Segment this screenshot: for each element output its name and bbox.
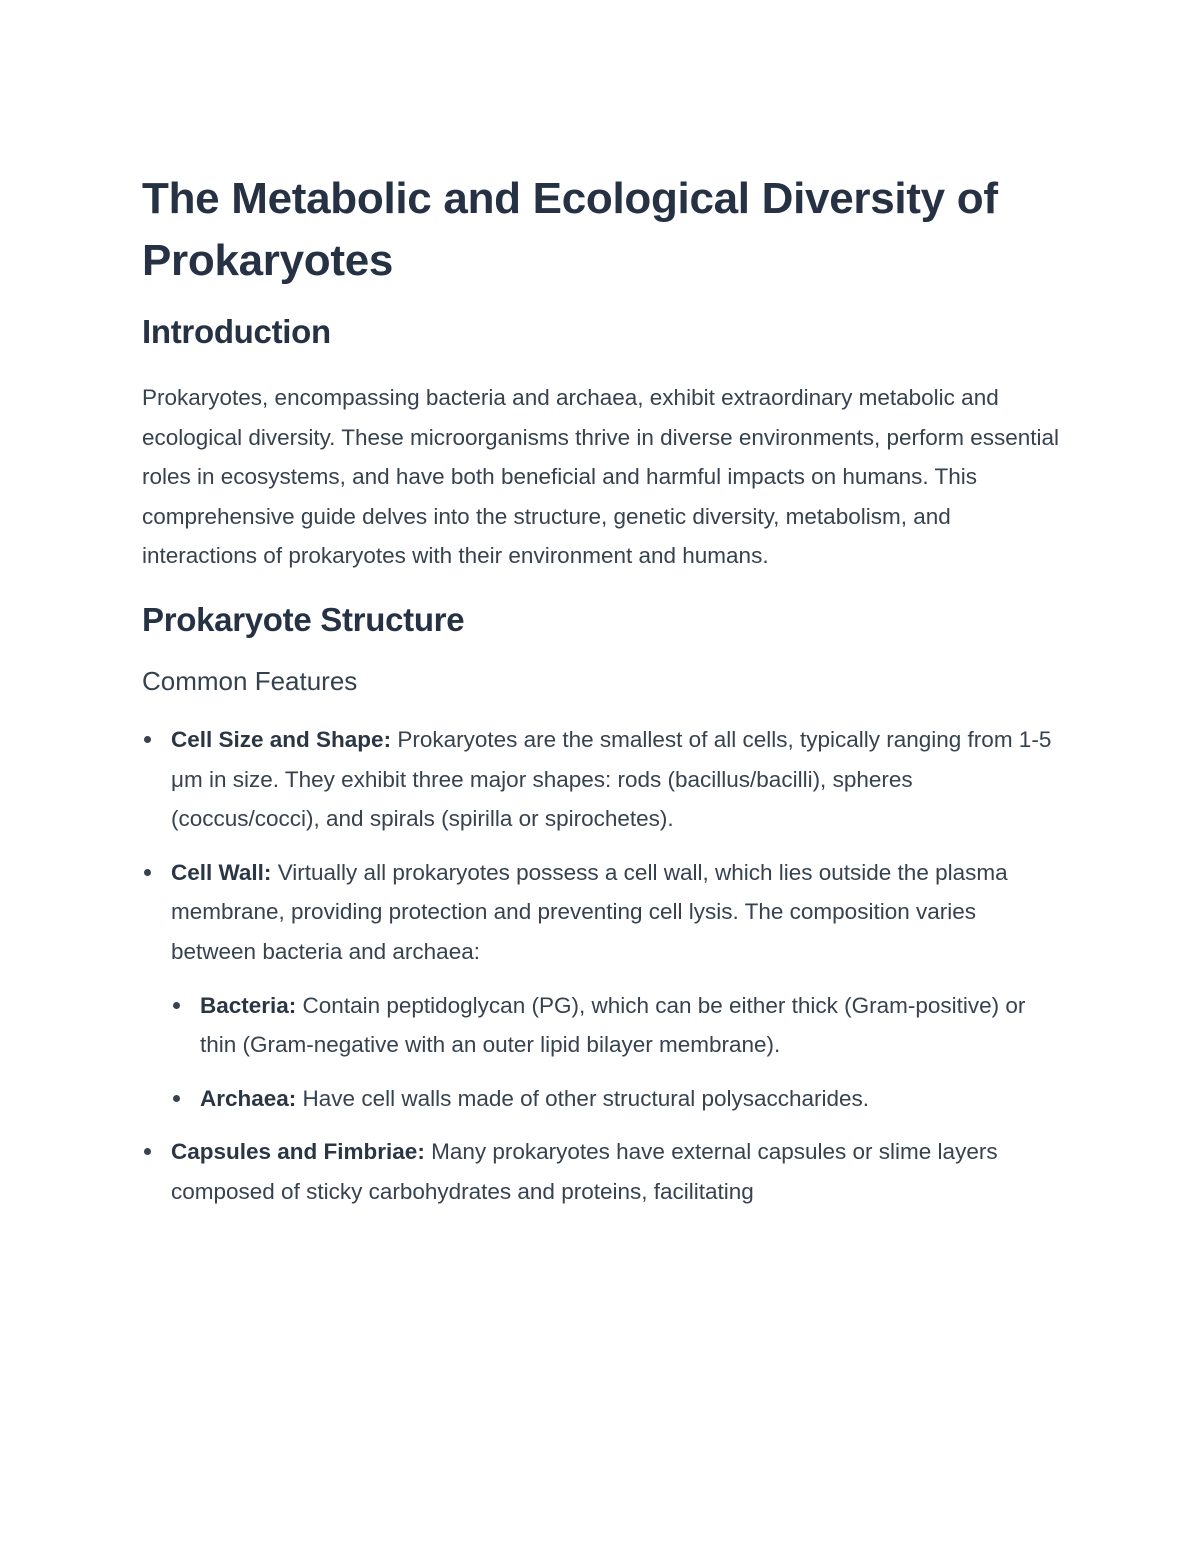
list-item-text: Have cell walls made of other structural polysaccharides. [296, 1085, 870, 1111]
bullet-icon [144, 869, 151, 876]
list-item-capsules-fimbriae [142, 1132, 1062, 1211]
cell-wall-sublist [171, 986, 1062, 1119]
list-item-term: Cell Size and Shape: [171, 726, 392, 752]
bullet-icon [173, 1002, 180, 1009]
list-item-text: Contain peptidoglycan (PG), which can be either thick (Gram-positive) or thin (Gram-negative with an outer lipid bilayer membrane). [200, 992, 1026, 1058]
sublist-item-bacteria [171, 986, 1062, 1065]
list-item-text: Many prokaryotes have external capsules or slime layers composed of sticky carbohydrates and proteins, facilitating [171, 1139, 998, 1204]
list-item-term: Capsules and Fimbriae: [171, 1139, 425, 1165]
subsection-heading-common-features: Common Features [142, 665, 358, 696]
bullet-icon [144, 736, 151, 743]
document-page [142, 168, 1062, 1226]
section-heading-introduction: Introduction [142, 313, 331, 350]
list-item-term: Bacteria: [200, 992, 297, 1018]
sublist-item-archaea [171, 1079, 1062, 1119]
list-item-term: Archaea: [200, 1085, 297, 1111]
bullet-icon [173, 1095, 180, 1102]
list-item-text: Prokaryotes are the smallest of all cells, typically ranging from 1-5 μm in size. They exhibit three major shapes: rods (bacillus/bacilli), spheres (coccus/cocci), and spirals (spirilla or spirochetes). [171, 726, 1052, 832]
common-features-list [142, 720, 1062, 1212]
bullet-icon [144, 1148, 151, 1155]
page-title: The Metabolic and Ecological Diversity of Prokaryotes [142, 174, 998, 285]
section-heading-prokaryote-structure: Prokaryote Structure [142, 600, 465, 638]
list-item-term: Cell Wall: [171, 859, 272, 885]
introduction-paragraph: Prokaryotes, encompassing bacteria and archaea, exhibit extraordinary metabolic and ecological diversity. These microorganisms thrive in diverse environments, perform essential roles in ecosystems, and have both beneficial and harmful impacts on humans. This comprehensive guide delves into the structure, genetic diversity, metabolism, and interactions of prokaryotes with their environment and humans. [142, 385, 1060, 569]
list-item-cell-size-shape [142, 720, 1062, 839]
list-item-text: Virtually all prokaryotes possess a cell wall, which lies outside the plasma membrane, providing protection and preventing cell lysis. The composition varies between bacteria and archaea: [171, 859, 1008, 964]
list-item-cell-wall [142, 853, 1062, 1119]
